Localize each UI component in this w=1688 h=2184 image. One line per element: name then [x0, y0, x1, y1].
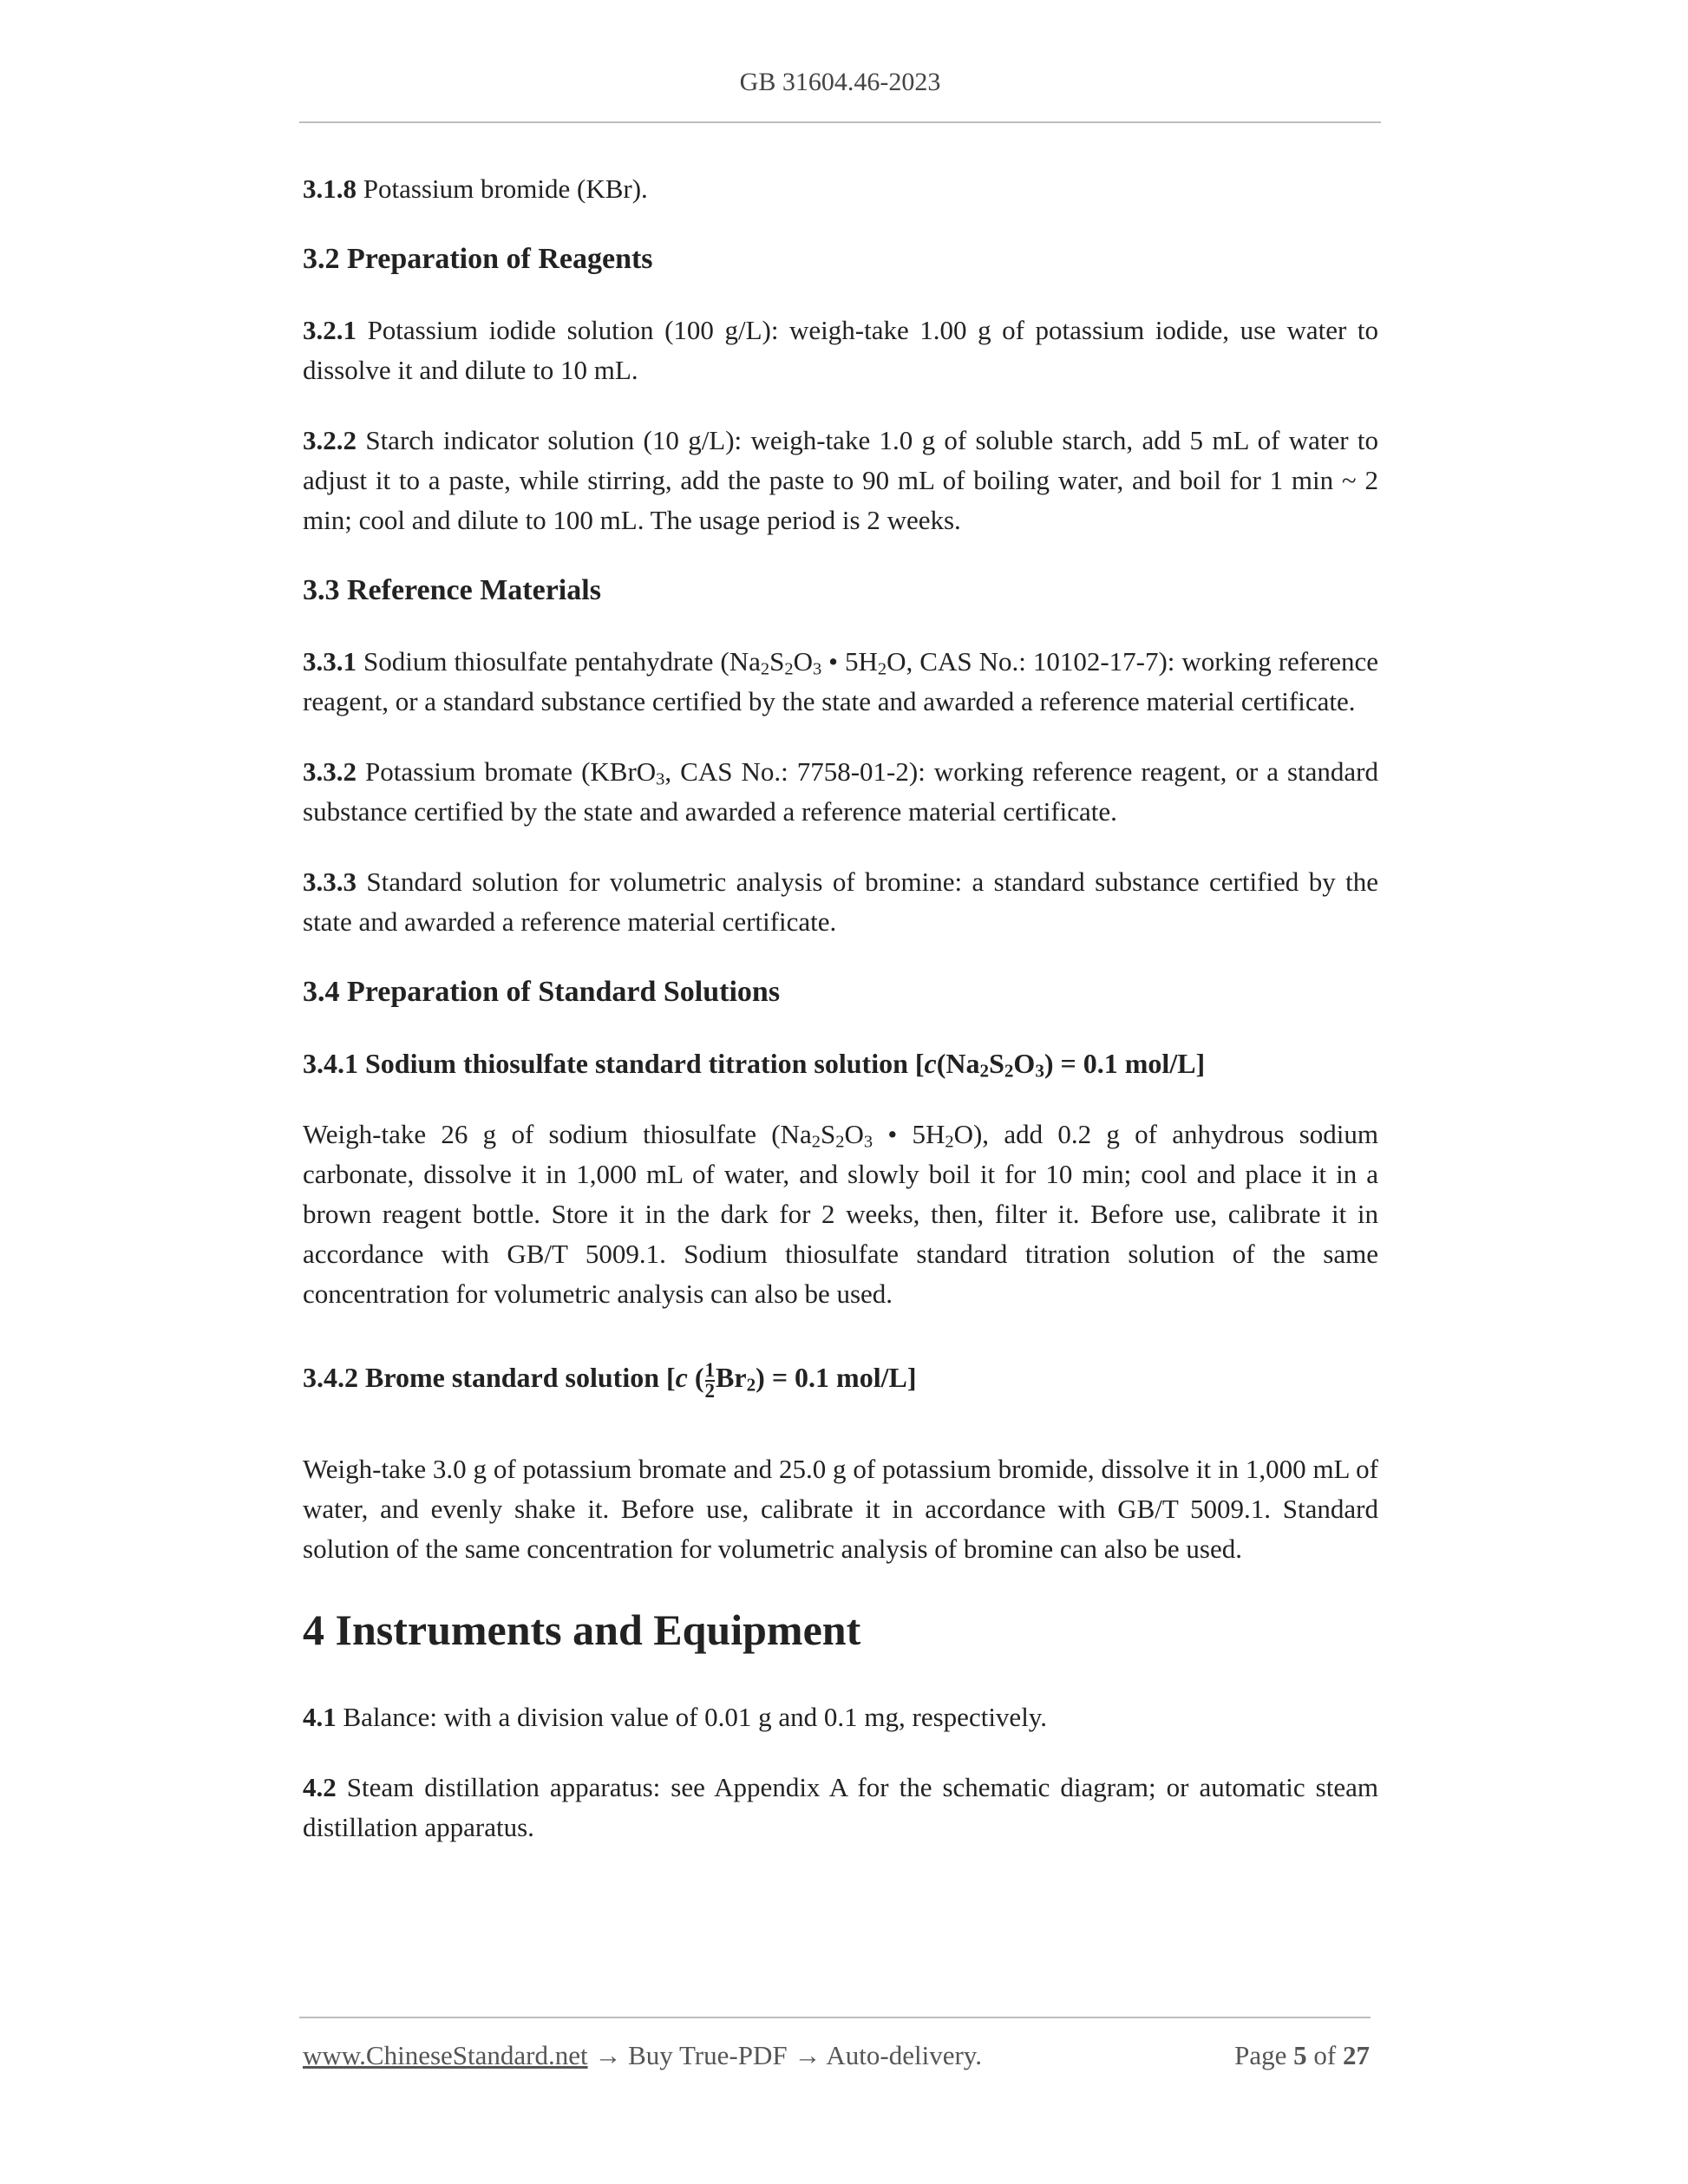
header-divider — [299, 121, 1381, 123]
heading-text: S — [989, 1048, 1004, 1079]
subscript: 3 — [863, 1132, 873, 1152]
footer-divider — [299, 2017, 1371, 2018]
current-page: 5 — [1293, 2040, 1307, 2070]
clause-3-4-2-body: Weigh-take 3.0 g of potassium bromate and 25.0 g of potassium bromide, dissolve it in 1,000 mL of water, and evenly shake it. Before use, calibrate it in accordance with GB/T 5009.1. Standard solution of the same concentration for volumetric analysis of bromine can also be used. — [303, 1453, 1378, 1564]
subscript: 3 — [812, 659, 822, 679]
clause-number: 3.1.8 — [303, 173, 357, 204]
heading-text: O — [1013, 1048, 1036, 1079]
clause-text: S — [769, 646, 785, 677]
clause-number: 3.3.1 — [303, 646, 357, 677]
clause-number: 3.3.3 — [303, 866, 357, 897]
clause-4-2 — [303, 1768, 1378, 1847]
chapter-heading-4: 4 Instruments and Equipment — [303, 1605, 861, 1654]
subscript: 2 — [811, 1132, 821, 1152]
heading-text: ) = 0.1 mol/L] — [1044, 1048, 1206, 1079]
subscript: 2 — [835, 1132, 845, 1152]
subscript: 2 — [877, 659, 887, 679]
clause-text: Steam distillation apparatus: see Appendix A for the schematic diagram; or automatic steam distillation apparatus. — [303, 1771, 1378, 1842]
auto-delivery-text: Auto-delivery. — [826, 2040, 983, 2070]
document-header: GB 31604.46-2023 — [739, 68, 941, 96]
clause-text: • 5H — [873, 1119, 945, 1149]
clause-text: S — [820, 1119, 836, 1149]
heading-text: 3.4.1 Sodium thiosulfate standard titration solution [ — [303, 1048, 925, 1079]
clause-number: 3.3.2 — [303, 756, 357, 787]
section-heading-3-2: 3.2 Preparation of Reagents — [303, 243, 653, 275]
clause-text: , CAS No.: 7758-01-2): working reference reagent, or a standard substance certified by the state and awarded a reference material certificate. — [303, 756, 1379, 827]
subscript: 2 — [784, 659, 794, 679]
subscript: 2 — [1004, 1060, 1014, 1082]
clause-3-3-2 — [303, 752, 1378, 832]
clause-text: O — [844, 1119, 864, 1149]
clause-text: Potassium iodide solution (100 g/L): weigh-take 1.00 g of potassium iodide, use water to dissolve it and dilute to 10 mL. — [303, 315, 1379, 385]
heading-text-italic: c — [924, 1048, 937, 1079]
subscript: 2 — [760, 659, 770, 679]
clause-3-3-3 — [303, 862, 1378, 942]
clause-3-3-1 — [303, 642, 1378, 722]
subscript: 2 — [746, 1374, 756, 1396]
page-number — [1234, 2040, 1370, 2071]
subsection-heading-3-4-2 — [303, 1357, 1378, 1401]
subscript: 3 — [656, 769, 665, 789]
clause-text: Starch indicator solution (10 g/L): weigh-take 1.0 g of soluble starch, add 5 mL of water to adjust it to a paste, while stirring, add the paste to 90 mL of boiling water, and boil for 1 min ~ 2 min; cool and dilute to 100 mL. The usage period is 2 weeks. — [303, 425, 1378, 535]
clause-text: • 5H — [821, 646, 878, 677]
clause-text: Sodium thiosulfate pentahydrate (Na — [363, 646, 761, 677]
buy-pdf-text: Buy True-PDF — [628, 2040, 788, 2070]
clause-4-1 — [303, 1697, 1378, 1737]
heading-text: ( — [687, 1362, 704, 1393]
fraction-numerator: 1 — [704, 1357, 716, 1381]
heading-text: Br — [716, 1362, 747, 1393]
clause-text: Potassium bromate (KBrO — [365, 756, 657, 787]
footer-promo — [303, 2040, 982, 2071]
website-link[interactable]: www.ChineseStandard.net — [303, 2040, 588, 2070]
clause-text: O), add 0.2 g of anhydrous sodium carbonate, dissolve it in 1,000 mL of water, and slowly boil it for 10 min; cool and place it in a brown reagent bottle. Store it in the dark for 2 weeks, then, filter it. Before use, calibrate it in accordance with GB/T 5009.1. Sodium thiosulfate standard titration solution of the same concentration for volumetric analysis can also be used. — [303, 1119, 1379, 1309]
clause-text: Balance: with a division value of 0.01 g and 0.1 mg, respectively. — [343, 1701, 1048, 1732]
heading-text-italic: c — [675, 1362, 688, 1393]
clause-text: O — [793, 646, 813, 677]
heading-text: (Na — [936, 1048, 980, 1079]
subsection-heading-3-4-1 — [303, 1043, 1378, 1083]
total-pages: 27 — [1343, 2040, 1370, 2070]
clause-number: 4.1 — [303, 1701, 337, 1732]
section-heading-3-3: 3.3 Reference Materials — [303, 574, 601, 606]
clause-text: Potassium bromide (KBr). — [363, 173, 648, 204]
of-label: of — [1313, 2040, 1337, 2070]
clause-3-2-2 — [303, 421, 1378, 540]
page-label: Page — [1234, 2040, 1287, 2070]
document-body — [303, 169, 1378, 1878]
heading-text: 3.4.2 Brome standard solution [ — [303, 1362, 676, 1393]
fraction-denominator: 2 — [704, 1378, 716, 1402]
section-heading-3-4: 3.4 Preparation of Standard Solutions — [303, 976, 781, 1008]
clause-text: Standard solution for volumetric analysis of bromine: a standard substance certified by the state and awarded a reference material certificate. — [303, 866, 1378, 937]
arrow-right-icon: → — [594, 2040, 622, 2070]
clause-number: 3.2.1 — [303, 315, 357, 345]
clause-3-4-1-body — [303, 1115, 1378, 1314]
clause-3-2-1 — [303, 311, 1378, 390]
subscript: 2 — [979, 1060, 990, 1082]
fraction — [704, 1357, 716, 1402]
clause-number: 3.2.2 — [303, 425, 357, 455]
heading-text: ) = 0.1 mol/L] — [756, 1362, 917, 1393]
clause-3-1-8 — [303, 169, 1378, 209]
subscript: 2 — [945, 1132, 954, 1152]
clause-text: O, CAS No.: 10102-17-7): working reference reagent, or a standard substance certified by the state and awarded a reference material certificate. — [303, 646, 1378, 716]
subscript: 3 — [1035, 1060, 1044, 1082]
arrow-right-icon: → — [794, 2040, 821, 2070]
clause-text: Weigh-take 26 g of sodium thiosulfate (Na — [303, 1119, 812, 1149]
clause-number: 4.2 — [303, 1771, 337, 1802]
